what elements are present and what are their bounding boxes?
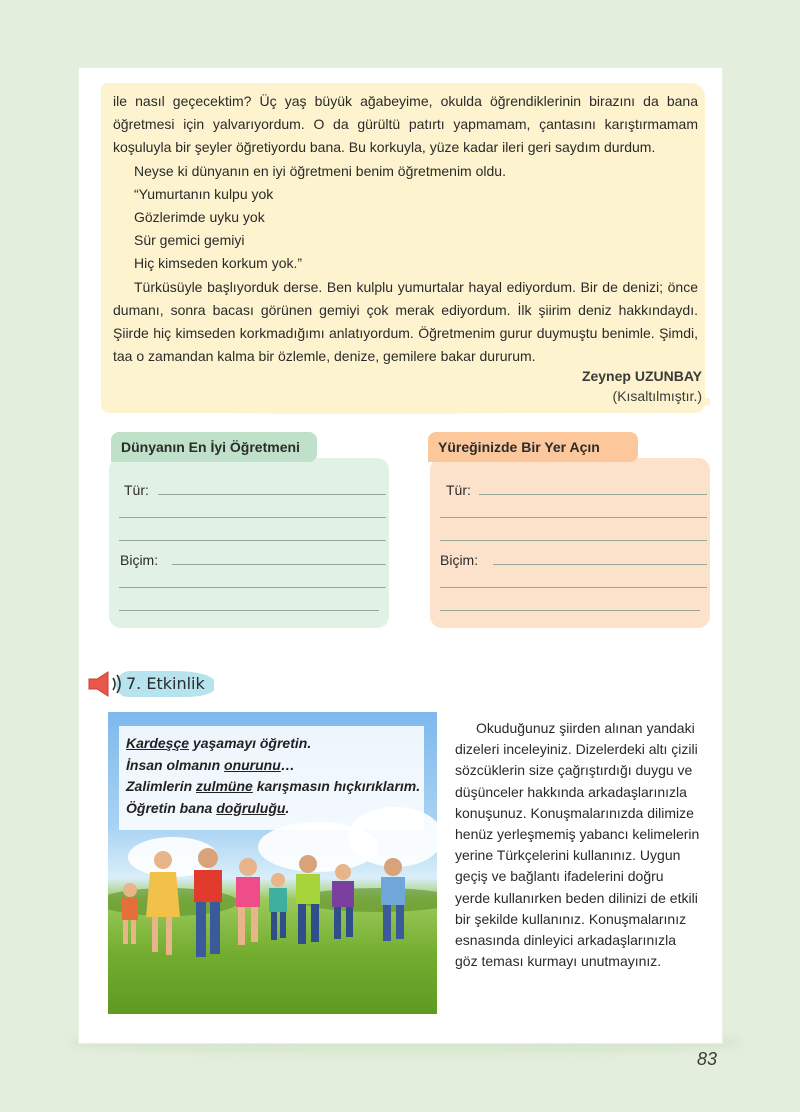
poem-line-3 <box>126 776 426 798</box>
poem-text: . <box>285 799 290 816</box>
reading-paragraph-2: Neyse ki dünyanın en iyi öğretmeni benim öğretmenim oldu. <box>134 162 506 179</box>
poem-line-2 <box>126 755 426 777</box>
poem-text: … <box>280 756 295 773</box>
poem-text: Öğretin bana <box>126 799 217 816</box>
activity-instructions <box>455 718 702 972</box>
poem-text: karışmasın hıçkırıklarım. <box>252 778 421 794</box>
verse-line-2: Gözlerimde uyku yok <box>134 209 265 226</box>
verse-line-3: Sür gemici gemiyi <box>134 232 245 249</box>
left-genre-line-1[interactable] <box>158 494 386 495</box>
right-form-line-1[interactable] <box>493 564 707 565</box>
right-genre-line-1[interactable] <box>479 494 707 495</box>
poem-text: İnsan olmanın <box>126 756 225 773</box>
underlined-word: onurunu <box>224 756 281 773</box>
poem-text: yaşamayı öğretin. <box>189 735 312 751</box>
left-box-title: Dünyanın En İyi Öğretmeni <box>111 432 317 462</box>
reading-paragraph-3: Türküsüyle başlıyorduk derse. Ben kulplu yumurtalar hayal ediyordum. Bir de denizi; önce dumanı, sonra bacası görünen gemiyi çok merak ediyordum. İlk şiirim deniz hakkındaydı. Şiirde hiç kimseden korkmadığımı anlatıyordum. Öğretmenim gurur duymuştu benimle. Şimdi, taa o zamandan kalma bir özlemle, denize, gemilere bakar dururum. <box>113 278 698 365</box>
verse-line-4: Hiç kimseden korkum yok.” <box>134 255 303 272</box>
reading-passage <box>113 90 698 368</box>
underlined-word: Kardeşçe <box>126 735 190 751</box>
right-form-line-3[interactable] <box>440 610 700 611</box>
left-genre-line-2[interactable] <box>119 517 386 518</box>
abridged-note: (Kısaltılmıştır.) <box>612 388 702 404</box>
right-genre-line-3[interactable] <box>440 540 707 541</box>
left-answer-box <box>109 458 389 628</box>
right-form-line-2[interactable] <box>440 587 707 588</box>
activity-title: 7. Etkinlik <box>126 674 205 693</box>
poem-line-1 <box>126 733 426 755</box>
speaker-icon <box>86 669 130 699</box>
right-genre-line-2[interactable] <box>440 517 707 518</box>
underlined-word: doğruluğu <box>216 799 286 816</box>
activity-instructions-text: Okuduğunuz şiirden alınan yandaki dizeleri inceleyiniz. Dizelerdeki altı çizili sözcüklerin size çağrıştırdığı duygu ve düşünceler hakkında arkadaşlarınızla konuşunuz. Konuşmalarınızda dilimize henüz yerleşmemiş yabancı kelimelerin yerine Türkçelerini kullanınız. Uygun geçiş ve bağlantı ifadelerini doğru yerde kullanırken beden dilinizi de etkili bir şekilde kullanınız. Konuşmalarınız esnasında dinleyici arkadaşlarınızla göz teması kurmayı unutmayınız. <box>455 720 700 970</box>
verse-line-1: “Yumurtanın kulpu yok <box>134 185 274 202</box>
author-name: Zeynep UZUNBAY <box>581 368 702 384</box>
right-form-label: Biçim: <box>440 552 479 568</box>
left-genre-label: Tür: <box>124 482 149 498</box>
poem-line-4 <box>126 798 426 820</box>
right-answer-box <box>430 458 710 628</box>
activity-badge <box>86 667 216 699</box>
left-form-line-2[interactable] <box>119 587 386 588</box>
left-genre-line-3[interactable] <box>119 540 386 541</box>
poem-excerpt <box>126 733 426 819</box>
underlined-word: zulmüne <box>196 778 253 794</box>
poem-text: Zalimlerin <box>126 778 197 794</box>
left-form-label: Biçim: <box>120 552 159 568</box>
left-form-line-1[interactable] <box>172 564 386 565</box>
right-genre-label: Tür: <box>446 482 471 498</box>
right-box-title: Yüreğinizde Bir Yer Açın <box>428 432 638 462</box>
page-number: 83 <box>697 1049 718 1069</box>
left-form-line-3[interactable] <box>119 610 379 611</box>
reading-paragraph-1: ile nasıl geçecektim? Üç yaş büyük ağabeyime, okulda öğrendiklerinin birazını da bana öğretmesi için yalvarıyordum. O da gürültü patırtı yapmamam, çantasını karıştırmamam koşuluyla bir şeyler öğretiyordu bana. Bu korkuyla, yüze kadar ileri geri saydım durdum. <box>113 93 698 156</box>
